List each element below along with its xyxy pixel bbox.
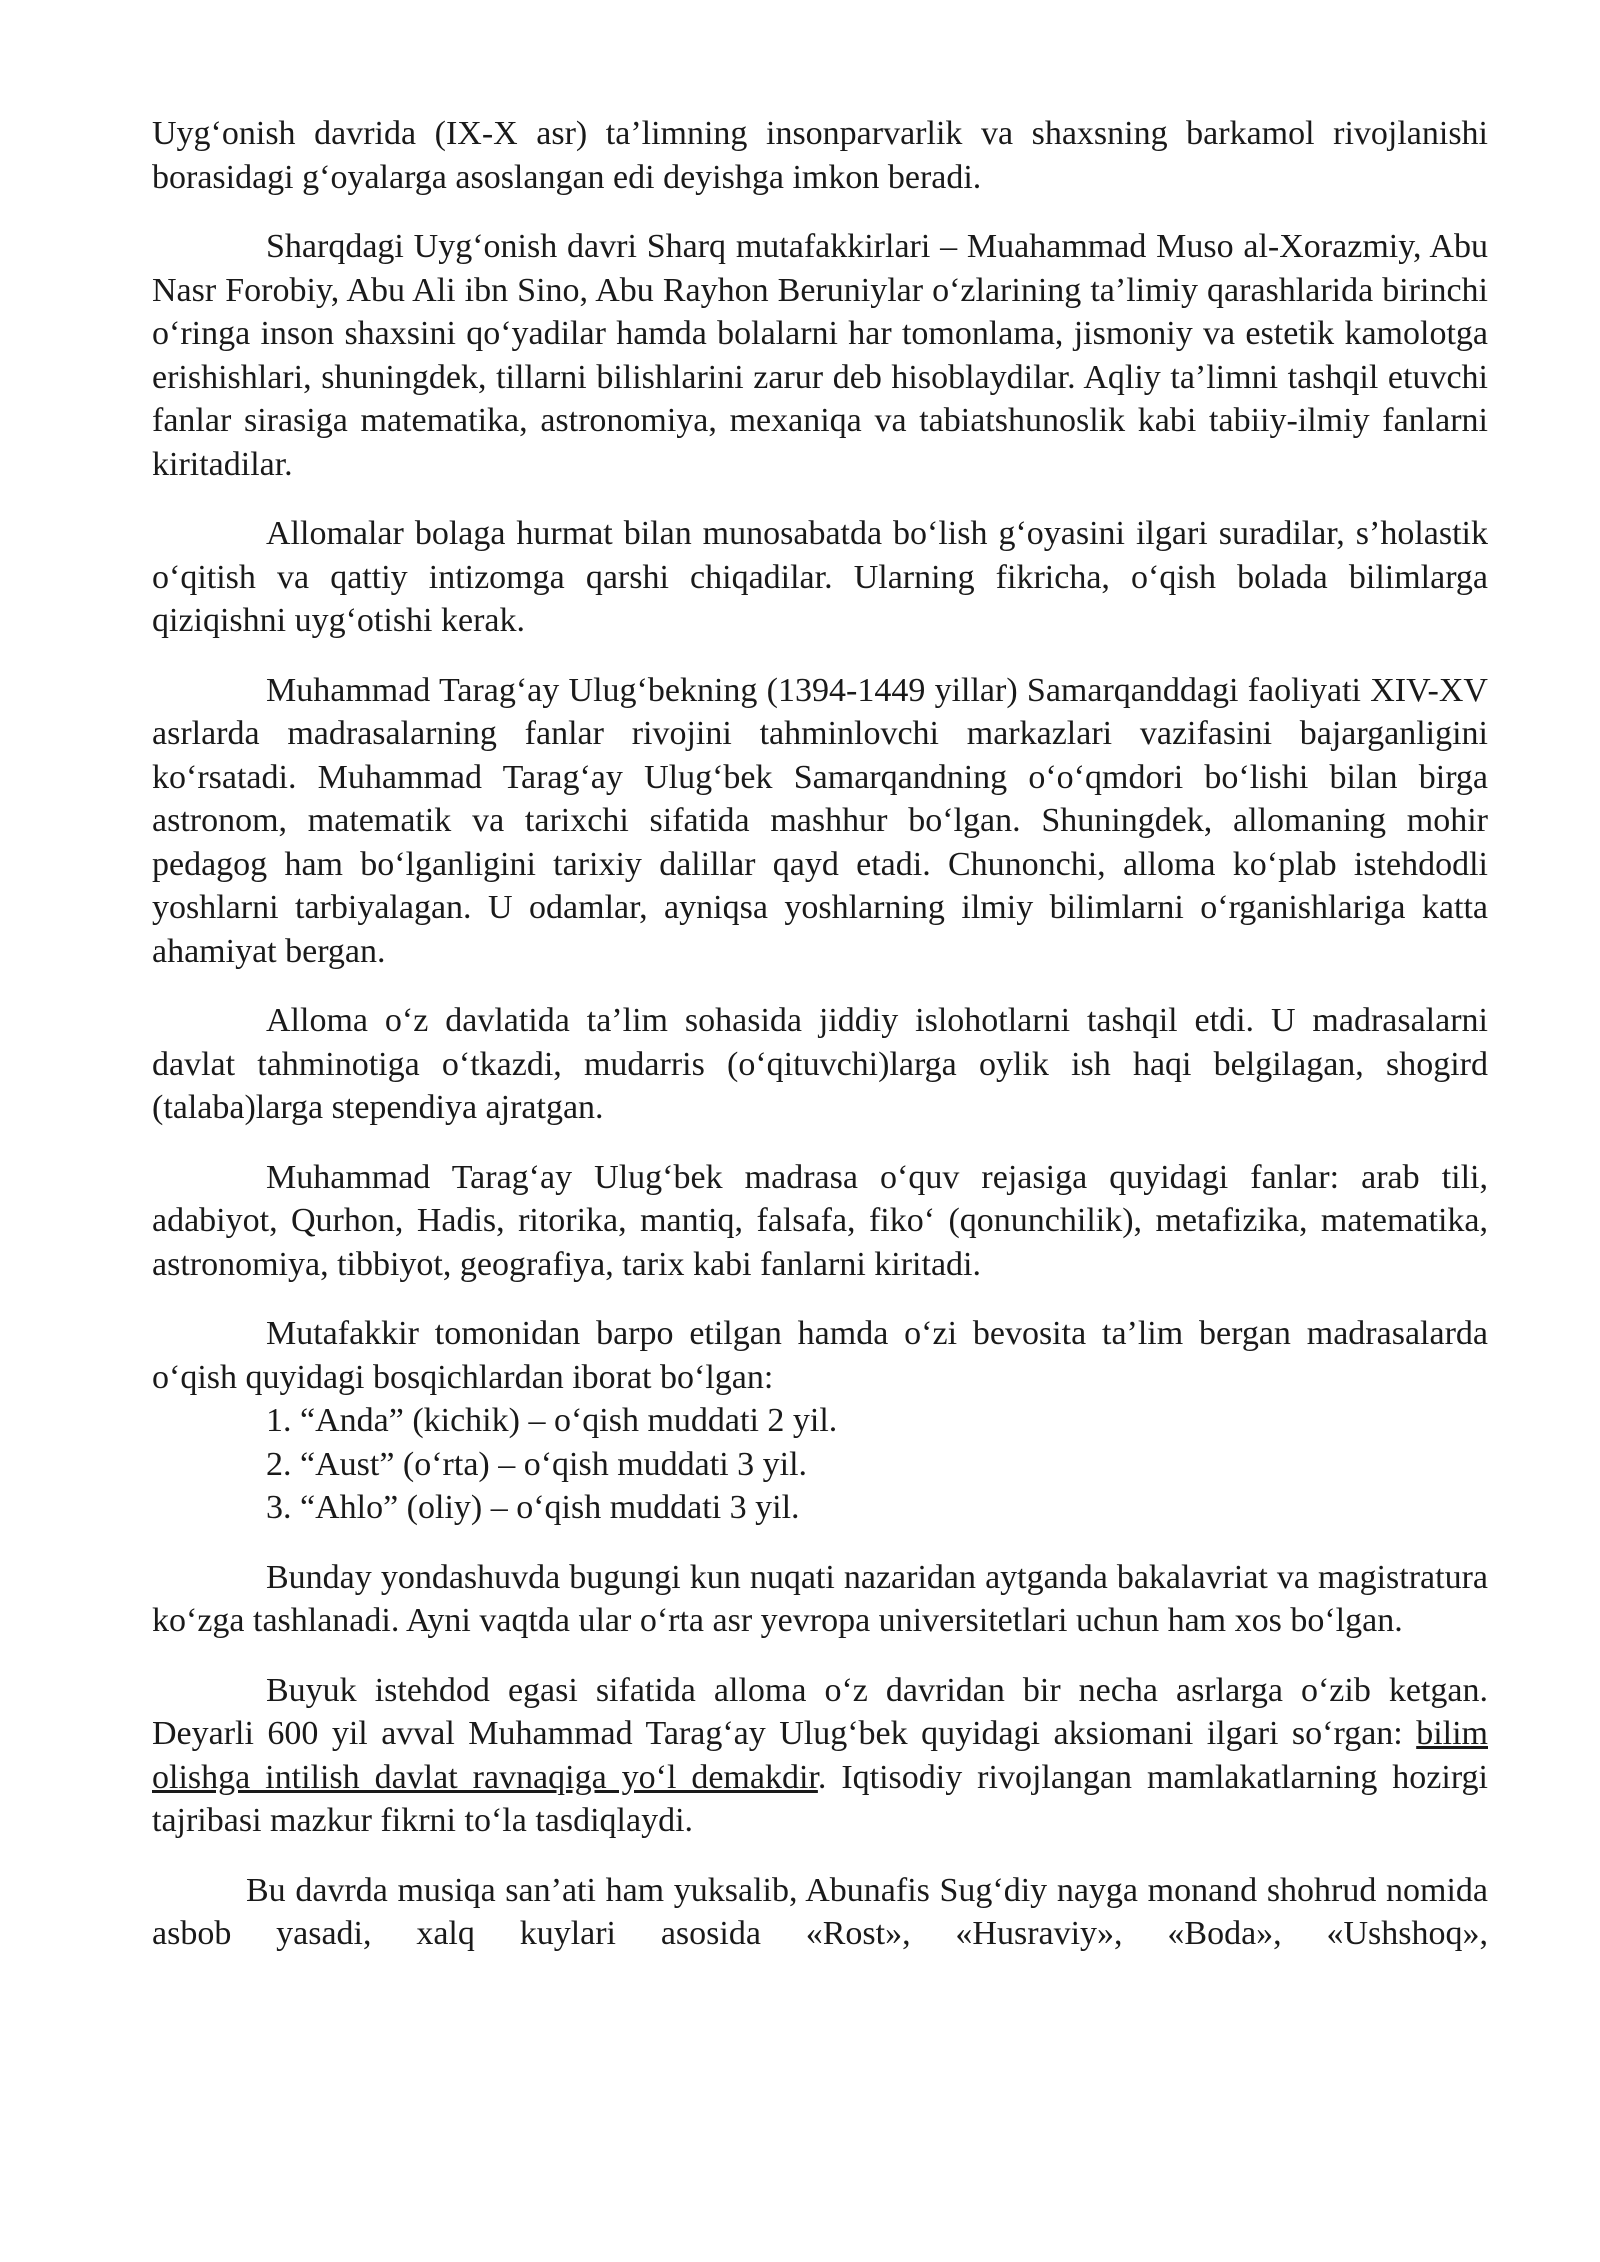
paragraph-study-stages: Mutafakkir tomonidan barpo etilgan hamda o‘zi bevosita ta’lim bergan madrasalarda o‘qish quyidagi bosqichlardan iborat bo‘lgan: (152, 1315, 1488, 1396)
axiom-underlined-quote: bilim olishga intilish davlat ravnaqiga yo‘l demakdir (152, 1715, 1488, 1796)
axiom-text-end: . Iqtisodiy rivojlangan mamlakatlarning hozirgi tajribasi mazkur fikrni to‘la tasdiqlaydi. (152, 1758, 1488, 1839)
paragraph-intro: Uyg‘onish davrida (IX-X asr) ta’limning insonparvarlik va shaxsning barkamol rivojlanishi borasidagi g‘oyalarga asoslangan edi deyishga imkon beradi. (152, 115, 1488, 196)
paragraph-eastern-renaissance: Sharqdagi Uyg‘onish davri Sharq mutafakkirlari – Muahammad Muso al-Xorazmiy, Abu Nasr Forobiy, Abu Ali ibn Sino, Abu Rayhon Beruniylar o‘zlarining ta’limiy qarashlarida birinchi o‘ringa inson shaxsini qo‘yadilar hamda bolalarni har tomonlama, jismoniy va estetik kamolotga erishishlari, shuningdek, tillarni bilishlarini zarur deb hisoblaydilar. Aqliy ta’limni tashqil etuvchi fanlar sirasiga matematika, astronomiya, mexaniqa va tabiatshunoslik kabi tabiiy-ilmiy fanlarni kiritadilar. (152, 228, 1488, 483)
paragraph-music: Bu davrda musiqa san’ati ham yuksalib, Abunafis Sug‘diy nayga monand shohrud nomida asbob yasadi, xalq kuylari asosida «Rost», «Husraviy», «Boda», «Ushshoq», (152, 1871, 1488, 1952)
paragraph-axiom (152, 1669, 1488, 1843)
list-item-stage-3: 3. “Ahlo” (oliy) – o‘qish muddati 3 yil. (266, 1489, 800, 1526)
list-item-stage-2: 2. “Aust” (o‘rta) – o‘qish muddati 3 yil. (266, 1445, 808, 1483)
paragraph-bachelor-master: Bunday yondashuvda bugungi kun nuqati nazaridan aytganda bakalavriat va magistratura ko‘zga tashlanadi. Ayni vaqtda ular o‘rta asr yevropa universitetlari uchun ham xos bo‘lgan. (152, 1558, 1488, 1639)
axiom-text-start: Buyuk istehdod egasi sifatida alloma o‘z davridan bir necha asrlarga o‘zib ketgan. Deyarli 600 yil avval Muhammad Tarag‘ay Ulug‘bek quyidagi aksiomani ilgari so‘rgan: (152, 1671, 1488, 1752)
paragraph-ulugbek-activity: Muhammad Tarag‘ay Ulug‘bekning (1394-1449 yillar) Samarqanddagi faoliyati XIV-XV asrlarda madrasalarning fanlar rivojini tahminlovchi markazlari vazifasini bajarganligini ko‘rsatadi. Muhammad Tarag‘ay Ulug‘bek Samarqandning o‘o‘qmdori bo‘lishi bilan birga astronom, matematik va tarixchi sifatida mashhur bo‘lgan. Shuningdek, allomaning mohir pedagog ham bo‘lganligini tarixiy dalillar qayd etadi. Chunonchi, alloma ko‘plab istehdodli yoshlarni tarbiyalagan. U odamlar, ayniqsa yoshlarning ilmiy bilimlarni o‘rganishlariga katta ahamiyat bergan. (152, 671, 1488, 970)
paragraph-scholars-views: Allomalar bolaga hurmat bilan munosabatda bo‘lish g‘oyasini ilgari suradilar, s’holastik o‘qitish va qattiy intizomga qarshi chiqadilar. Ularning fikricha, o‘qish bolada bilimlarga qiziqishni uyg‘otishi kerak. (152, 515, 1488, 639)
document-page (152, 112, 1488, 1956)
paragraph-education-reforms: Alloma o‘z davlatida ta’lim sohasida jiddiy islohotlarni tashqil etdi. U madrasalarni davlat tahminotiga o‘tkazdi, mudarris (o‘qituvchi)larga oylik ish haqi belgilagan, shogird (talaba)larga stependiya ajratgan. (152, 1002, 1488, 1126)
paragraph-curriculum: Muhammad Tarag‘ay Ulug‘bek madrasa o‘quv rejasiga quyidagi fanlar: arab tili, adabiyot, Qurhon, Hadis, ritorika, mantiq, falsafa, fiko‘ (qonunchilik), metafizika, matematika, astronomiya, tibbiyot, geografiya, tarix kabi fanlarni kiritadi. (152, 1158, 1488, 1283)
list-item-stage-1: 1. “Anda” (kichik) – o‘qish muddati 2 yil. (266, 1402, 838, 1439)
